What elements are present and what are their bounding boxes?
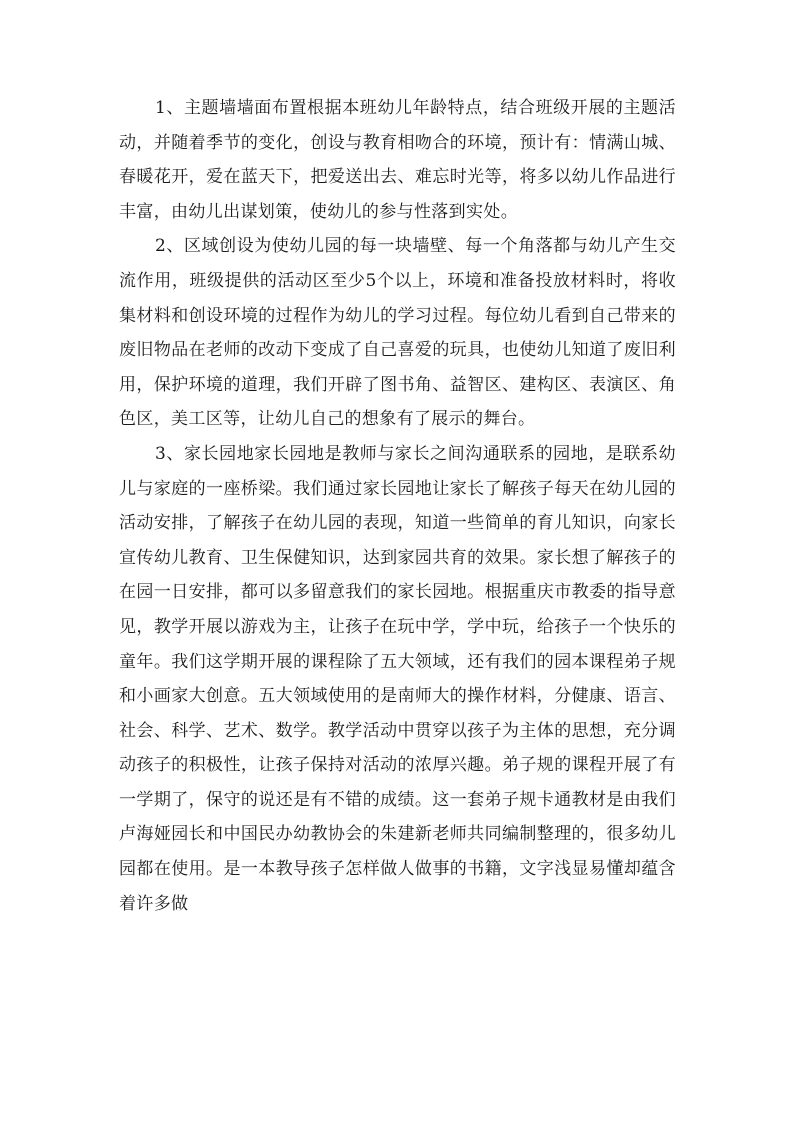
paragraph-parent-garden: 3、家长园地家长园地是教师与家长之间沟通联系的园地，是联系幼儿与家庭的一座桥梁。我们通过家长园地让家长了解孩子每天在幼儿园的活动安排，了解孩子在幼儿园的表现，知道一些简单的育儿知识，向家长宣传幼儿教育、卫生保健知识，达到家园共育的效果。家长想了解孩子的在园一日安排，都可以多留意我们的家长园地。根据重庆市教委的指导意见，教学开展以游戏为主，让孩子在玩中学，学中玩，给孩子一个快乐的童年。我们这学期开展的课程除了五大领域，还有我们的园本课程弟子规和小画家大创意。五大领域使用的是南师大的操作材料，分健康、语言、社会、科学、艺术、数学。教学活动中贯穿以孩子为主体的思想，充分调动孩子的积极性，让孩子保持对活动的浓厚兴趣。弟子规的课程开展了有一学期了，保守的说还是有不错的成绩。这一套弟子规卡通教材是由我们卢海娅园长和中国民办幼教协会的朱建新老师共同编制整理的，很多幼儿园都在使用。是一本教导孩子怎样做人做事的书籍，文字浅显易懂却蕴含着许多做 xyxy=(119,443,676,914)
document-body xyxy=(119,91,676,921)
paragraph-area-setup: 2、区域创设为使幼儿园的每一块墙壁、每一个角落都与幼儿产生交流作用，班级提供的活动区至少5个以上，环境和准备投放材料时，将收集材料和创设环境的过程作为幼儿的学习过程。每位幼儿看到自己带来的废旧物品在老师的改动下变成了自己喜爱的玩具，也使幼儿知道了废旧利用，保护环境的道理，我们开辟了图书角、益智区、建构区、表演区、角色区，美工区等，让幼儿自己的想象有了展示的舞台。 xyxy=(119,236,676,430)
paragraph-theme-wall: 1、主题墙墙面布置根据本班幼儿年龄特点，结合班级开展的主题活动，并随着季节的变化，创设与教育相吻合的环境，预计有：情满山城、春暖花开，爱在蓝天下，把爱送出去、难忘时光等，将多以幼儿作品进行丰富，由幼儿出谋划策，使幼儿的参与性落到实处。 xyxy=(119,98,676,222)
